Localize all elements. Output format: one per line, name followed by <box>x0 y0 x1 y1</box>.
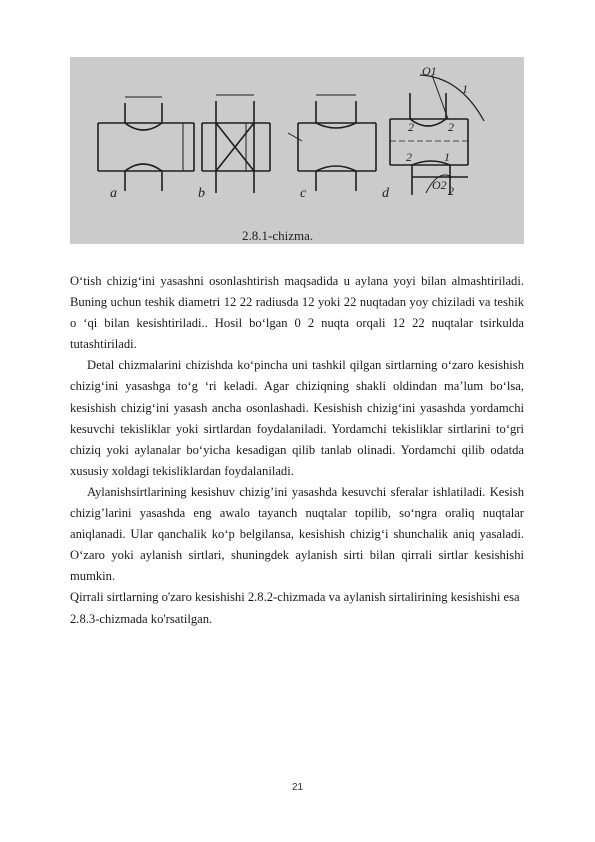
paragraph-4: Qirrali sirtlarning o'zaro kesishishi 2.8.2-chizmada va aylanish sirtalirining kesishishi esa 2.8.3-chizmada ko'rsatilgan. <box>70 590 520 626</box>
label-2-top: 2 <box>408 120 414 134</box>
label-c: c <box>300 186 307 201</box>
label-2-low: 2 <box>406 150 412 164</box>
body-text <box>70 271 524 630</box>
label-o1: O1 <box>422 64 437 78</box>
label-1-right: 1 <box>444 150 450 164</box>
drawing-a <box>98 97 194 191</box>
label-a: a <box>110 186 117 201</box>
label-d: d <box>382 186 389 201</box>
paragraph-2: Detal chizmalarini chizishda ko‘pincha uni tashkil qilgan sirtlarning o‘zaro kesishish chizig‘ini yasashga to‘g ‘ri keladi. Agar chiziqning shakli oldindan ma’lum bo‘lsa, kesishish chizig‘ini yasash ancha osonlashadi. Kesishish chizig‘ini yasashda yordamchi kesuvchi tekisliklar yoki sirtlardan foydalaniladi. Yordamchi tekisliklar sirtlarini to‘gri chiziq yoki aylanalar bo‘yicha kesadigan qilib tanlab olinadi. Yordamchi qilib odatda xususiy xoldagi tekisliklardan foydalaniladi. <box>70 358 524 478</box>
label-2-right: 2 <box>448 120 454 134</box>
drawing-d <box>390 75 484 195</box>
page-number: 21 <box>291 782 304 793</box>
label-2-bottom: 2 <box>448 184 454 198</box>
label-b: b <box>198 186 205 201</box>
label-1-arc: 1 <box>462 82 468 96</box>
label-o2: O2 <box>432 178 447 192</box>
drawing-c <box>288 95 376 191</box>
figure-2-8-1 <box>70 57 524 244</box>
drawing-b <box>202 95 270 193</box>
figure-caption: 2.8.1-chizma. <box>242 228 314 243</box>
intersection-drawing <box>70 57 524 244</box>
paragraph-1: O‘tish chizig‘ini yasashni osonlashtirish maqsadida u aylana yoyi bilan almashtiriladi. Buning uchun teshik diametri 12 22 radiusda 12 yoki 22 nuqtadan yoy chiziladi va teshik o ‘qi bilan kesishtiriladi.. Hosil bo‘lgan 0 2 nuqta orqali 12 22 nuqtalar tsirkulda tutashtiriladi. <box>70 274 524 352</box>
paragraph-3: Aylanishsirtlarining kesishuv chizig’ini yasashda kesuvchi sferalar ishlatiladi. Kesish chizig’larini yasashda eng awalo tayanch nuqtalar topilib, so‘ngra oraliq nuqtalar aniqlanadi. Ular qanchalik ko‘p belgilansa, kesishish chizig‘i shunchalik aniq yasaladi. O‘zaro yoki aylanish sirtlari, shuningdek aylanish sirti bilan qirrali sirtlar kesishishi mumkin. <box>70 484 524 584</box>
